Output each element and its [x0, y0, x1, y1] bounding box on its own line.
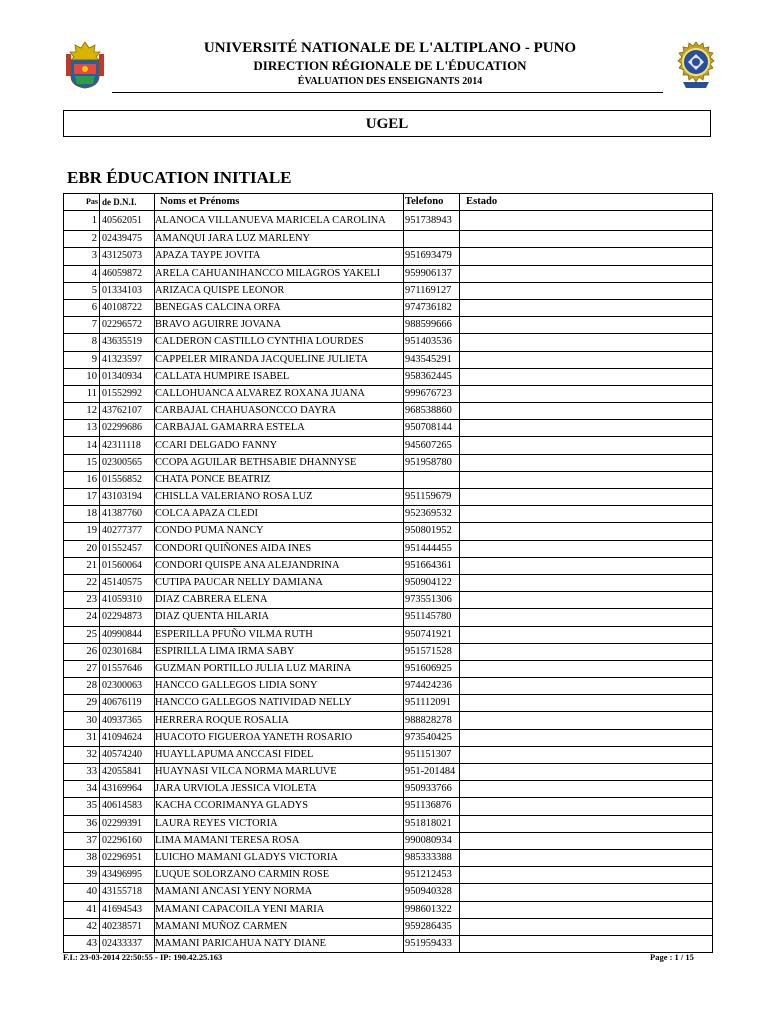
name-cell: BENEGAS CALCINA ORFA [155, 299, 404, 316]
estado-cell [460, 918, 713, 935]
dni-cell: 01560064 [100, 557, 155, 574]
table-row [64, 317, 713, 334]
dni-cell: 02439475 [100, 231, 155, 248]
telefono-cell: 951-201484 [404, 764, 460, 781]
telefono-cell: 951136876 [404, 798, 460, 815]
table-row [64, 265, 713, 282]
section-title: EBR ÉDUCATION INITIALE [67, 168, 292, 187]
row-number: 36 [64, 815, 100, 832]
dni-cell: 01340934 [100, 368, 155, 385]
estado-cell [460, 557, 713, 574]
name-cell: HUACOTO FIGUEROA YANETH ROSARIO [155, 729, 404, 746]
dni-cell: 02296951 [100, 849, 155, 866]
table-row [64, 231, 713, 248]
dni-cell: 40108722 [100, 299, 155, 316]
estado-cell [460, 351, 713, 368]
name-cell: AMANQUI JARA LUZ MARLENY [155, 231, 404, 248]
dni-cell: 02300063 [100, 678, 155, 695]
table-row [64, 678, 713, 695]
name-cell: CARBAJAL CHAHUASONCCO DAYRA [155, 403, 404, 420]
name-cell: LUICHO MAMANI GLADYS VICTORIA [155, 849, 404, 866]
telefono-cell: 951159679 [404, 489, 460, 506]
telefono-cell: 959906137 [404, 265, 460, 282]
row-number: 3 [64, 248, 100, 265]
table-row [64, 557, 713, 574]
telefono-cell: 988828278 [404, 712, 460, 729]
table-row [64, 849, 713, 866]
estado-cell [460, 712, 713, 729]
row-number: 13 [64, 420, 100, 437]
estado-cell [460, 471, 713, 488]
teachers-table [63, 193, 713, 953]
name-cell: CAPPELER MIRANDA JACQUELINE JULIETA [155, 351, 404, 368]
estado-cell [460, 523, 713, 540]
row-number: 37 [64, 832, 100, 849]
table-row [64, 884, 713, 901]
telefono-cell: 951151307 [404, 746, 460, 763]
header-num: Pas [64, 194, 100, 211]
name-cell: COLCA APAZA CLEDI [155, 506, 404, 523]
row-number: 38 [64, 849, 100, 866]
telefono-cell: 951212453 [404, 867, 460, 884]
estado-cell [460, 368, 713, 385]
table-row [64, 832, 713, 849]
telefono-cell: 951959433 [404, 935, 460, 952]
table-row [64, 403, 713, 420]
row-number: 15 [64, 454, 100, 471]
estado-cell [460, 211, 713, 231]
telefono-cell: 973540425 [404, 729, 460, 746]
table-row [64, 592, 713, 609]
dni-cell: 02301684 [100, 643, 155, 660]
dni-cell: 01552457 [100, 540, 155, 557]
dni-cell: 02294873 [100, 609, 155, 626]
header-name: Noms et Prénoms [155, 194, 404, 211]
table-row [64, 935, 713, 952]
dni-cell: 43762107 [100, 403, 155, 420]
ugel-box: UGEL [63, 110, 711, 137]
row-number: 25 [64, 626, 100, 643]
estado-cell [460, 867, 713, 884]
row-number: 40 [64, 884, 100, 901]
dni-cell: 40676119 [100, 695, 155, 712]
dni-cell: 42311118 [100, 437, 155, 454]
telefono-cell: 945607265 [404, 437, 460, 454]
row-number: 31 [64, 729, 100, 746]
telefono-cell: 968538860 [404, 403, 460, 420]
name-cell: HERRERA ROQUE ROSALIA [155, 712, 404, 729]
table-row [64, 918, 713, 935]
table-row [64, 351, 713, 368]
estado-cell [460, 678, 713, 695]
table-row [64, 523, 713, 540]
telefono-cell: 950801952 [404, 523, 460, 540]
dni-cell: 01556852 [100, 471, 155, 488]
name-cell: CONDORI QUIÑONES AIDA INES [155, 540, 404, 557]
dni-cell: 40937365 [100, 712, 155, 729]
table-row [64, 211, 713, 231]
dni-cell: 40614583 [100, 798, 155, 815]
header-estado: Estado [460, 194, 713, 211]
estado-cell [460, 437, 713, 454]
name-cell: CCOPA AGUILAR BETHSABIE DHANNYSE [155, 454, 404, 471]
row-number: 28 [64, 678, 100, 695]
table-row [64, 746, 713, 763]
table-row [64, 282, 713, 299]
dni-cell: 43496995 [100, 867, 155, 884]
estado-cell [460, 798, 713, 815]
estado-cell [460, 643, 713, 660]
row-number: 5 [64, 282, 100, 299]
name-cell: CUTIPA PAUCAR NELLY DAMIANA [155, 574, 404, 591]
name-cell: BRAVO AGUIRRE JOVANA [155, 317, 404, 334]
table-row [64, 867, 713, 884]
telefono-cell: 943545291 [404, 351, 460, 368]
name-cell: GUZMAN PORTILLO JULIA LUZ MARINA [155, 660, 404, 677]
dni-cell: 02433337 [100, 935, 155, 952]
table-row [64, 437, 713, 454]
name-cell: LUQUE SOLORZANO CARMIN ROSE [155, 867, 404, 884]
row-number: 35 [64, 798, 100, 815]
row-number: 21 [64, 557, 100, 574]
telefono-cell: 974424236 [404, 678, 460, 695]
telefono-cell: 990080934 [404, 832, 460, 849]
row-number: 43 [64, 935, 100, 952]
telefono-cell: 951818021 [404, 815, 460, 832]
table-row [64, 815, 713, 832]
table-row [64, 729, 713, 746]
estado-cell [460, 609, 713, 626]
telefono-cell: 950933766 [404, 781, 460, 798]
name-cell: ARIZACA QUISPE LEONOR [155, 282, 404, 299]
telefono-cell: 951664361 [404, 557, 460, 574]
estado-cell [460, 935, 713, 952]
dni-cell: 41694543 [100, 901, 155, 918]
telefono-cell: 951606925 [404, 660, 460, 677]
estado-cell [460, 884, 713, 901]
name-cell: CHISLLA VALERIANO ROSA LUZ [155, 489, 404, 506]
telefono-cell: 951145780 [404, 609, 460, 626]
row-number: 39 [64, 867, 100, 884]
telefono-cell: 959286435 [404, 918, 460, 935]
university-crest-logo [62, 40, 108, 90]
name-cell: HUAYNASI VILCA NORMA MARLUVE [155, 764, 404, 781]
estado-cell [460, 317, 713, 334]
estado-cell [460, 248, 713, 265]
dni-cell: 02300565 [100, 454, 155, 471]
table-row [64, 506, 713, 523]
dni-cell: 43155718 [100, 884, 155, 901]
name-cell: CHATA PONCE BEATRIZ [155, 471, 404, 488]
row-number: 41 [64, 901, 100, 918]
direction-title: DIRECTION RÉGIONALE DE L'ÉDUCATION [253, 58, 527, 73]
name-cell: DIAZ QUENTA HILARIA [155, 609, 404, 626]
telefono-cell [404, 471, 460, 488]
estado-cell [460, 815, 713, 832]
name-cell: CCARI DELGADO FANNY [155, 437, 404, 454]
header-dni: de D.N.I. [100, 194, 155, 211]
table-row [64, 540, 713, 557]
name-cell: ARELA CAHUANIHANCCO MILAGROS YAKELI [155, 265, 404, 282]
telefono-cell: 998601322 [404, 901, 460, 918]
dni-cell: 40574240 [100, 746, 155, 763]
dni-cell: 40562051 [100, 211, 155, 231]
name-cell: CARBAJAL GAMARRA ESTELA [155, 420, 404, 437]
estado-cell [460, 540, 713, 557]
row-number: 4 [64, 265, 100, 282]
row-number: 12 [64, 403, 100, 420]
estado-cell [460, 695, 713, 712]
name-cell: ESPERILLA PFUÑO VILMA RUTH [155, 626, 404, 643]
dni-cell: 41323597 [100, 351, 155, 368]
table-row [64, 609, 713, 626]
name-cell: HANCCO GALLEGOS NATIVIDAD NELLY [155, 695, 404, 712]
telefono-cell: 999676723 [404, 385, 460, 402]
header-divider [112, 92, 663, 93]
row-number: 33 [64, 764, 100, 781]
row-number: 9 [64, 351, 100, 368]
estado-cell [460, 299, 713, 316]
estado-cell [460, 781, 713, 798]
row-number: 2 [64, 231, 100, 248]
estado-cell [460, 454, 713, 471]
evaluation-title: ÉVALUATION DES ENSEIGNANTS 2014 [297, 76, 483, 87]
page-number: Page : 1 / 15 [650, 952, 694, 962]
dni-cell: 43635519 [100, 334, 155, 351]
row-number: 22 [64, 574, 100, 591]
name-cell: MAMANI PARICAHUA NATY DIANE [155, 935, 404, 952]
name-cell: APAZA TAYPE JOVITA [155, 248, 404, 265]
telefono-cell: 950940328 [404, 884, 460, 901]
estado-cell [460, 265, 713, 282]
table-row [64, 420, 713, 437]
row-number: 11 [64, 385, 100, 402]
estado-cell [460, 764, 713, 781]
table-row [64, 471, 713, 488]
telefono-cell: 971169127 [404, 282, 460, 299]
dni-cell: 02299391 [100, 815, 155, 832]
regional-education-badge-logo [673, 40, 719, 90]
name-cell: CALLOHUANCA ALVAREZ ROXANA JUANA [155, 385, 404, 402]
row-number: 27 [64, 660, 100, 677]
name-cell: CONDO PUMA NANCY [155, 523, 404, 540]
telefono-cell: 951571528 [404, 643, 460, 660]
dni-cell: 40238571 [100, 918, 155, 935]
telefono-cell: 951112091 [404, 695, 460, 712]
table-row [64, 712, 713, 729]
table-row [64, 334, 713, 351]
telefono-cell: 950904122 [404, 574, 460, 591]
row-number: 24 [64, 609, 100, 626]
row-number: 42 [64, 918, 100, 935]
dni-cell: 41059310 [100, 592, 155, 609]
telefono-cell: 951693479 [404, 248, 460, 265]
estado-cell [460, 660, 713, 677]
dni-cell: 43169964 [100, 781, 155, 798]
name-cell: HUAYLLAPUMA ANCCASI FIDEL [155, 746, 404, 763]
dni-cell: 02299686 [100, 420, 155, 437]
dni-cell: 01334103 [100, 282, 155, 299]
row-number: 30 [64, 712, 100, 729]
estado-cell [460, 901, 713, 918]
estado-cell [460, 403, 713, 420]
row-number: 29 [64, 695, 100, 712]
university-title: UNIVERSITÉ NATIONALE DE L'ALTIPLANO - PUNO [203, 40, 577, 56]
table-row [64, 764, 713, 781]
name-cell: KACHA CCORIMANYA GLADYS [155, 798, 404, 815]
estado-cell [460, 729, 713, 746]
table-row [64, 643, 713, 660]
dni-cell: 43125073 [100, 248, 155, 265]
row-number: 6 [64, 299, 100, 316]
table-row [64, 454, 713, 471]
row-number: 34 [64, 781, 100, 798]
dni-cell: 43103194 [100, 489, 155, 506]
estado-cell [460, 334, 713, 351]
table-row [64, 781, 713, 798]
estado-cell [460, 832, 713, 849]
table-body [64, 211, 713, 953]
name-cell: HANCCO GALLEGOS LIDIA SONY [155, 678, 404, 695]
table-row [64, 489, 713, 506]
name-cell: LAURA REYES VICTORIA [155, 815, 404, 832]
telefono-cell: 951444455 [404, 540, 460, 557]
table-row [64, 901, 713, 918]
dni-cell: 42055841 [100, 764, 155, 781]
estado-cell [460, 489, 713, 506]
name-cell: LIMA MAMANI TERESA ROSA [155, 832, 404, 849]
table-row [64, 385, 713, 402]
estado-cell [460, 849, 713, 866]
dni-cell: 02296572 [100, 317, 155, 334]
table-row [64, 248, 713, 265]
telefono-cell: 985333388 [404, 849, 460, 866]
row-number: 1 [64, 211, 100, 231]
telefono-cell: 950741921 [404, 626, 460, 643]
telefono-cell: 973551306 [404, 592, 460, 609]
estado-cell [460, 231, 713, 248]
name-cell: ALANOCA VILLANUEVA MARICELA CAROLINA [155, 211, 404, 231]
telefono-cell: 952369532 [404, 506, 460, 523]
header-telefono: Telefono [404, 194, 460, 211]
dni-cell: 41094624 [100, 729, 155, 746]
dni-cell: 02296160 [100, 832, 155, 849]
estado-cell [460, 746, 713, 763]
row-number: 20 [64, 540, 100, 557]
row-number: 26 [64, 643, 100, 660]
table-row [64, 299, 713, 316]
row-number: 19 [64, 523, 100, 540]
estado-cell [460, 592, 713, 609]
dni-cell: 40990844 [100, 626, 155, 643]
table-header-row [64, 194, 713, 211]
name-cell: CONDORI QUISPE ANA ALEJANDRINA [155, 557, 404, 574]
row-number: 8 [64, 334, 100, 351]
row-number: 14 [64, 437, 100, 454]
row-number: 17 [64, 489, 100, 506]
estado-cell [460, 574, 713, 591]
telefono-cell: 988599666 [404, 317, 460, 334]
row-number: 10 [64, 368, 100, 385]
dni-cell: 41387760 [100, 506, 155, 523]
estado-cell [460, 282, 713, 299]
name-cell: CALDERON CASTILLO CYNTHIA LOURDES [155, 334, 404, 351]
telefono-cell: 951958780 [404, 454, 460, 471]
estado-cell [460, 385, 713, 402]
telefono-cell: 951738943 [404, 211, 460, 231]
telefono-cell: 950708144 [404, 420, 460, 437]
table-row [64, 368, 713, 385]
table-row [64, 626, 713, 643]
name-cell: ESPIRILLA LIMA IRMA SABY [155, 643, 404, 660]
table-row [64, 574, 713, 591]
telefono-cell [404, 231, 460, 248]
estado-cell [460, 506, 713, 523]
estado-cell [460, 420, 713, 437]
dni-cell: 40277377 [100, 523, 155, 540]
table-row [64, 695, 713, 712]
dni-cell: 45140575 [100, 574, 155, 591]
dni-cell: 01557646 [100, 660, 155, 677]
row-number: 7 [64, 317, 100, 334]
footer-info: F.I.: 23-03-2014 22:50:55 - IP: 190.42.25.163 [63, 952, 223, 962]
telefono-cell: 958362445 [404, 368, 460, 385]
row-number: 18 [64, 506, 100, 523]
dni-cell: 46059872 [100, 265, 155, 282]
estado-cell [460, 626, 713, 643]
name-cell: MAMANI CAPACOILA YENI MARIA [155, 901, 404, 918]
table-row [64, 798, 713, 815]
dni-cell: 01552992 [100, 385, 155, 402]
name-cell: MAMANI ANCASI YENY NORMA [155, 884, 404, 901]
row-number: 23 [64, 592, 100, 609]
name-cell: DIAZ CABRERA ELENA [155, 592, 404, 609]
name-cell: JARA URVIOLA JESSICA VIOLETA [155, 781, 404, 798]
name-cell: CALLATA HUMPIRE ISABEL [155, 368, 404, 385]
telefono-cell: 951403536 [404, 334, 460, 351]
table-row [64, 660, 713, 677]
row-number: 32 [64, 746, 100, 763]
telefono-cell: 974736182 [404, 299, 460, 316]
name-cell: MAMANI MUÑOZ CARMEN [155, 918, 404, 935]
row-number: 16 [64, 471, 100, 488]
